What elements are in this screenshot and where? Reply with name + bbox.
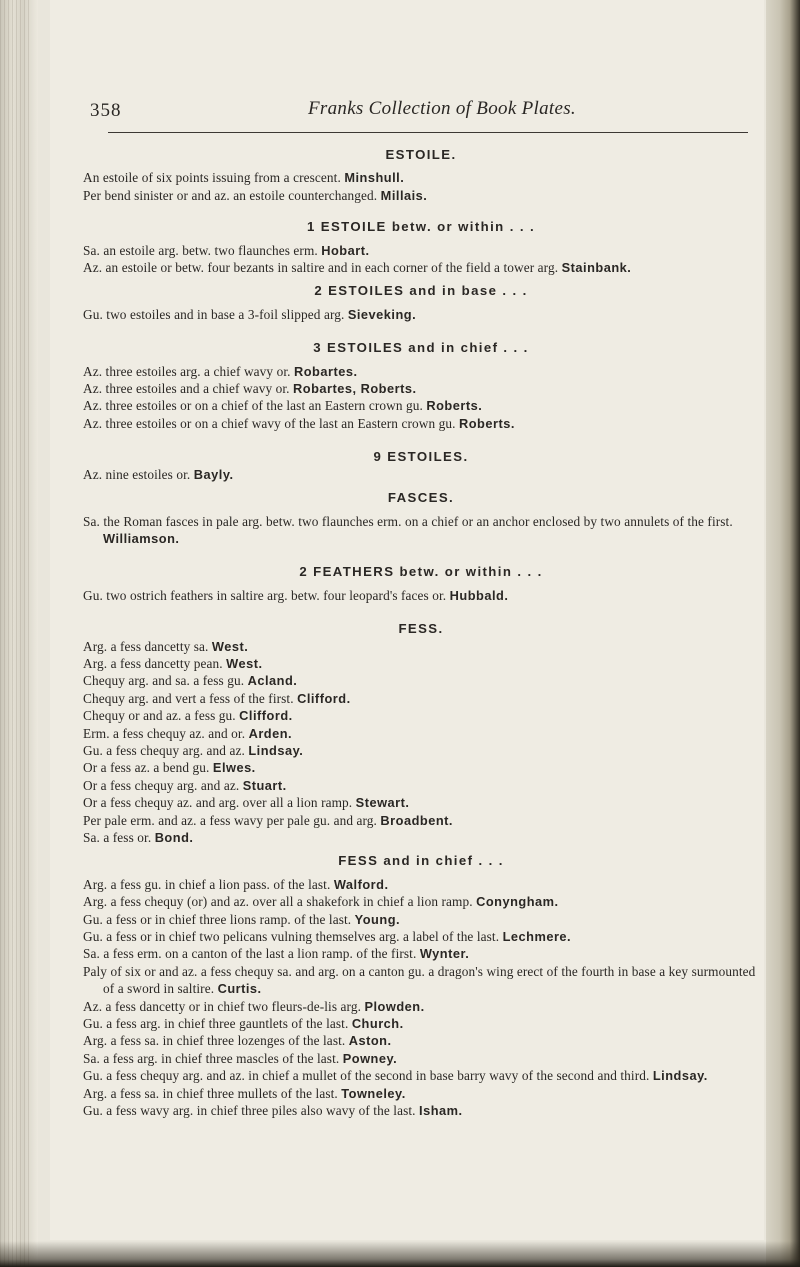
- blazon: Az. three estoiles or on a chief wavy of the last an Eastern crown gu.: [83, 415, 456, 431]
- family-name: Powney.: [342, 1050, 398, 1066]
- entry: [83, 466, 759, 483]
- blazon: Chequy or and az. a fess gu.: [83, 708, 236, 724]
- blazon: Chequy arg. and sa. a fess gu.: [83, 673, 245, 689]
- entry: [83, 587, 759, 604]
- blazon: Chequy arg. and vert a fess of the first.: [83, 690, 294, 706]
- family-name: Robartes.: [294, 363, 358, 379]
- entry: [83, 690, 759, 707]
- family-name: Clifford.: [239, 708, 293, 724]
- family-name: Walford.: [333, 876, 389, 892]
- blazon: Erm. a fess chequy az. and or.: [83, 725, 246, 741]
- entry: [83, 242, 759, 259]
- entry: [83, 1102, 759, 1119]
- blazon: Arg. a fess sa. in chief three lozenges of the last.: [83, 1033, 346, 1049]
- family-name: Hubbald.: [449, 587, 509, 603]
- blazon: Az. three estoiles or on a chief of the last an Eastern crown gu.: [83, 398, 423, 414]
- entry: [83, 259, 759, 276]
- entry: [83, 169, 759, 186]
- blazon: Gu. a fess chequy arg. and az.: [83, 742, 245, 758]
- blazon: Az. three estoiles and a chief wavy or.: [83, 381, 290, 397]
- family-name: Roberts.: [426, 398, 483, 414]
- family-name: Towneley.: [341, 1085, 406, 1101]
- family-name: Church.: [351, 1016, 404, 1032]
- family-name: Young.: [354, 911, 401, 927]
- family-name: Minshull.: [344, 170, 405, 186]
- entry: [83, 893, 759, 910]
- blazon: Sa. an estoile arg. betw. two flaunches erm.: [83, 242, 318, 258]
- section-heading-feathers: 2 FEATHERS betw. or within . . .: [299, 564, 543, 580]
- blazon: Gu. two ostrich feathers in saltire arg. betw. four leopard's faces or.: [83, 587, 447, 603]
- family-name: Lindsay.: [248, 742, 304, 758]
- section-heading-nine-estoiles: 9 ESTOILES.: [373, 449, 469, 465]
- entry: [83, 707, 759, 724]
- entry: [83, 638, 759, 655]
- family-name: Conyngham.: [476, 894, 559, 910]
- family-name: Lindsay.: [652, 1068, 708, 1084]
- page-header: [90, 98, 750, 124]
- family-name: Bayly.: [193, 466, 234, 482]
- family-name: Stainbank.: [561, 260, 632, 276]
- blazon: Az. an estoile or betw. four bezants in saltire and in each corner of the field a tower arg.: [83, 260, 559, 276]
- entry: [83, 812, 759, 829]
- family-name: Sieveking.: [347, 306, 417, 322]
- entry: [83, 1032, 759, 1049]
- entry: [83, 415, 759, 432]
- entry: [83, 306, 759, 323]
- family-name: Stewart.: [355, 795, 410, 811]
- blazon: Arg. a fess chequy (or) and az. over all a shakefork in chief a lion ramp.: [83, 894, 473, 910]
- family-name: West.: [226, 655, 263, 671]
- family-name: Isham.: [419, 1103, 463, 1119]
- blazon: Arg. a fess sa. in chief three mullets of the last.: [83, 1085, 338, 1101]
- entry: [83, 363, 759, 380]
- section-heading-three-estoiles: 3 ESTOILES and in chief . . .: [313, 340, 529, 356]
- family-name: West.: [211, 638, 249, 654]
- family-name: Stuart.: [242, 777, 287, 793]
- blazon: Az. three estoiles arg. a chief wavy or.: [83, 363, 291, 379]
- blazon: Gu. a fess wavy arg. in chief three piles also wavy of the last.: [83, 1103, 416, 1119]
- section-heading-one-estoile: 1 ESTOILE betw. or within . . .: [306, 219, 536, 235]
- section-heading-estoile: ESTOILE.: [385, 147, 457, 162]
- blazon: Gu. two estoiles and in base a 3-foil slipped arg.: [83, 306, 345, 322]
- family-name: Arden.: [248, 725, 293, 741]
- family-name: Robartes, Roberts.: [293, 381, 417, 397]
- running-title: Franks Collection of Book Plates.: [308, 98, 576, 119]
- blazon: An estoile of six points issuing from a crescent.: [83, 170, 341, 186]
- entry: [83, 1067, 759, 1084]
- entry: [83, 655, 759, 672]
- entry: [83, 928, 759, 945]
- blazon: Arg. a fess dancetty sa.: [83, 638, 209, 654]
- blazon: Sa. a fess erm. on a canton of the last a lion ramp. of the first.: [83, 946, 417, 962]
- family-name: Elwes.: [212, 760, 256, 776]
- blazon: Or a fess az. a bend gu.: [83, 760, 210, 776]
- blazon: Or a fess chequy az. and arg. over all a lion ramp.: [83, 795, 353, 811]
- header-rule: [108, 132, 748, 133]
- family-name: Roberts.: [458, 415, 515, 431]
- blazon: Gu. a fess arg. in chief three gauntlets of the last.: [83, 1016, 349, 1032]
- blazon: Paly of six or and az. a fess chequy sa. and arg. on a canton gu. a dragon's wing erect of the fourth in base a key surmounted of a sword in saltire.: [83, 963, 756, 997]
- blazon: Az. a fess dancetty or in chief two fleurs-de-lis arg.: [83, 998, 362, 1014]
- blazon: Per pale erm. and az. a fess wavy per pale gu. and arg.: [83, 812, 377, 828]
- entry: [83, 876, 759, 893]
- section-heading-fess: FESS.: [398, 621, 444, 637]
- entry: [83, 829, 759, 846]
- blazon: Az. nine estoiles or.: [83, 466, 191, 482]
- gutter-texture: [0, 0, 30, 1267]
- blazon: Gu. a fess or in chief two pelicans vulning themselves arg. a label of the last.: [83, 929, 500, 945]
- page-number: 358: [90, 100, 122, 121]
- family-name: Plowden.: [364, 998, 425, 1014]
- entry: [83, 777, 759, 794]
- entry: [83, 672, 759, 689]
- section-heading-two-estoiles: 2 ESTOILES and in base . . .: [314, 283, 528, 299]
- entry: [83, 187, 759, 204]
- entry: [83, 397, 759, 414]
- blazon: Gu. a fess or in chief three lions ramp. of the last.: [83, 911, 352, 927]
- family-name: Acland.: [247, 673, 298, 689]
- blazon: Gu. a fess chequy arg. and az. in chief a mullet of the second in base barry wavy of the second and third.: [83, 1068, 650, 1084]
- entry: [83, 1050, 759, 1067]
- entry: [83, 742, 759, 759]
- page-edge-right: [766, 0, 800, 1267]
- blazon: Sa. the Roman fasces in pale arg. betw. two flaunches erm. on a chief or an anchor enclosed by two annulets of the first.: [83, 513, 733, 529]
- entry: [83, 911, 759, 928]
- family-name: Hobart.: [321, 242, 370, 258]
- family-name: Lechmere.: [502, 929, 572, 945]
- entry: [83, 963, 759, 998]
- blazon: Or a fess chequy arg. and az.: [83, 777, 240, 793]
- entry: [83, 759, 759, 776]
- section-heading-fasces: FASCES.: [387, 490, 455, 506]
- page-content: [83, 146, 759, 1120]
- entry: [83, 725, 759, 742]
- family-name: Aston.: [348, 1033, 392, 1049]
- page-bottom-shadow: [0, 1241, 800, 1267]
- blazon: Sa. a fess arg. in chief three mascles of the last.: [83, 1050, 340, 1066]
- blazon: Arg. a fess dancetty pean.: [83, 655, 223, 671]
- family-name: Clifford.: [297, 690, 351, 706]
- entry: [83, 998, 759, 1015]
- family-name: Curtis.: [217, 981, 262, 997]
- entry: [83, 1085, 759, 1102]
- blazon: Arg. a fess gu. in chief a lion pass. of the last.: [83, 876, 331, 892]
- entry: [83, 380, 759, 397]
- family-name: Broadbent.: [380, 812, 453, 828]
- family-name: Millais.: [380, 187, 428, 203]
- blazon: Sa. a fess or.: [83, 830, 152, 845]
- section-heading-fess-in-chief: FESS and in chief . . .: [338, 853, 504, 869]
- entry: [83, 513, 759, 548]
- blazon: Per bend sinister or and az. an estoile counterchanged.: [83, 187, 378, 203]
- family-name: Bond.: [154, 830, 194, 845]
- entry: [83, 945, 759, 962]
- entry: [83, 1015, 759, 1032]
- family-name: Wynter.: [419, 946, 470, 962]
- entry: [83, 794, 759, 811]
- family-name: Williamson.: [103, 530, 180, 546]
